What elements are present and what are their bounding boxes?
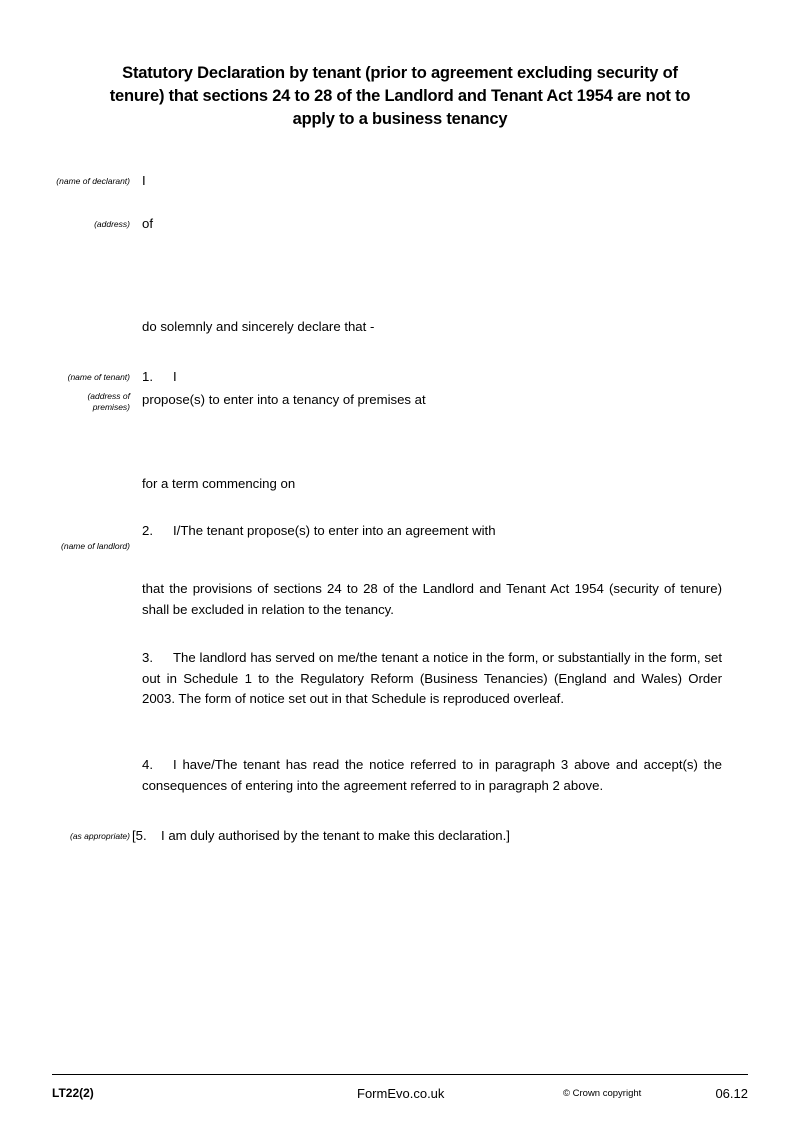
paragraph-1-text: propose(s) to enter into a tenancy of premises at	[142, 392, 426, 407]
footer-copyright: © Crown copyright	[563, 1088, 642, 1099]
address-prefix: of	[142, 216, 153, 231]
paragraph-3-number: 3.	[142, 650, 153, 665]
footer-form-code: LT22(2)	[52, 1086, 94, 1100]
footer-date: 06.12	[715, 1086, 748, 1101]
page-title: Statutory Declaration by tenant (prior to agreement excluding security of tenure) that sections 24 to 28 of the Landlord and Tenant Act 1954 are not to apply to a business tenancy	[109, 64, 691, 128]
paragraph-4-text: I have/The tenant has read the notice referred to in paragraph 3 above and accept(s) the consequences of entering into the agreement referred to in paragraph 2 above.	[142, 757, 722, 793]
paragraph-5	[132, 826, 722, 847]
page-footer	[52, 1086, 748, 1106]
paragraph-2-number: 2.	[142, 523, 153, 538]
margin-note-name-of-tenant: (name of tenant)	[67, 372, 130, 382]
footer-divider	[52, 1074, 748, 1075]
paragraph-1-number: 1.	[142, 369, 153, 384]
paragraph-5-text: I am duly authorised by the tenant to make this declaration.]	[161, 828, 510, 843]
paragraph-5-number: [5.	[132, 828, 147, 843]
declarant-pronoun: I	[142, 173, 146, 188]
paragraph-3	[142, 648, 722, 710]
margin-note-name-of-declarant: (name of declarant)	[56, 176, 130, 186]
paragraph-4-number: 4.	[142, 757, 153, 772]
paragraph-1-term-line: for a term commencing on	[142, 476, 296, 491]
margin-note-address: (address)	[94, 219, 130, 229]
margin-note-as-appropriate: (as appropriate)	[69, 831, 130, 841]
margin-note-address-of-premises-line2: premises)	[92, 402, 130, 412]
paragraph-2-text: that the provisions of sections 24 to 28 of the Landlord and Tenant Act 1954 (security of tenure) shall be excluded in relation to the tenancy.	[142, 581, 722, 617]
paragraph-3-text: The landlord has served on me/the tenant a notice in the form, or substantially in the form, set out in Schedule 1 to the Regulatory Reform (Business Tenancies) (England and Wales) Order 2003. The form of notice set out in that Schedule is reproduced overleaf.	[142, 650, 722, 706]
tenant-pronoun: I	[173, 369, 177, 384]
margin-note-address-of-premises-line1: (address of	[87, 391, 130, 401]
paragraph-2-lead-line	[142, 521, 722, 541]
footer-brand: FormEvo.co.uk	[357, 1086, 445, 1101]
paragraph-4	[142, 755, 722, 796]
paragraph-2-lead-text: I/The tenant propose(s) to enter into an agreement with	[173, 523, 496, 538]
declaration-intro: do solemnly and sincerely declare that -	[142, 319, 375, 334]
paragraph-1-number-line	[142, 367, 722, 387]
margin-note-name-of-landlord: (name of landlord)	[61, 541, 130, 551]
